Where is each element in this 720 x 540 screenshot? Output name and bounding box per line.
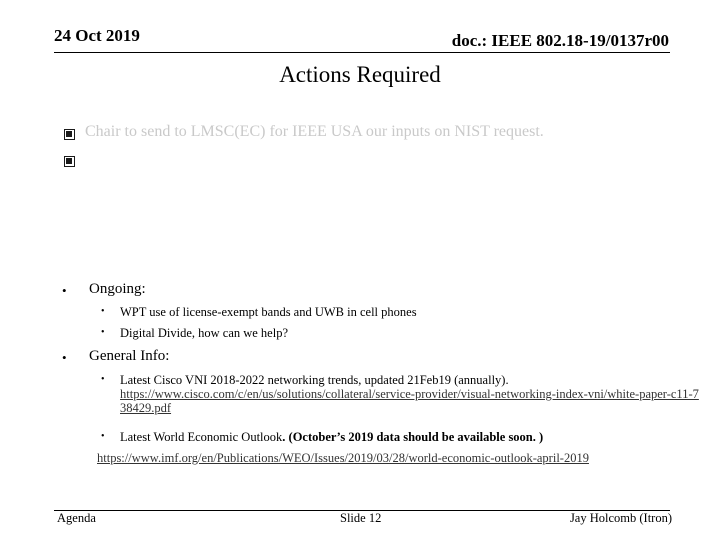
bullet-icon: • [101,306,105,317]
action-checkbox-icon [64,127,75,145]
ongoing-heading: Ongoing: [89,281,146,297]
general-item-2-text: Latest World Economic Outlook [120,430,283,444]
header-divider [54,52,670,53]
bullet-icon: • [62,350,67,365]
footer-author: Jay Holcomb (Itron) [569,511,672,525]
bullet-icon: • [101,327,105,338]
header-date: 24 Oct 2019 [54,26,140,45]
header-doc-id: doc.: IEEE 802.18-19/0137r00 [451,31,669,50]
action-checkbox-icon [64,154,75,172]
slide-title: Actions Required [279,62,441,87]
bullet-icon: • [101,431,105,442]
ongoing-item-1: WPT use of license-exempt bands and UWB in cell phones [120,305,417,319]
action-item-1: Chair to send to LMSC(EC) for IEEE USA our inputs on NIST request. [85,123,544,140]
footer-left: Agenda [57,511,96,525]
ongoing-item-2: Digital Divide, how can we help? [120,326,289,340]
general-item-1-text: Latest Cisco VNI 2018-2022 networking trends, updated 21Feb19 (annually). [120,373,509,387]
bullet-icon: • [101,374,105,385]
general-item-2-note: . (October’s 2019 data should be available soon. ) [282,430,544,444]
general-item-1 [120,373,702,415]
general-item-2 [120,430,543,444]
imf-weo-link[interactable]: https://www.imf.org/en/Publications/WEO/Issues/2019/03/28/world-economic-outlook-april-2019 [97,451,589,465]
bullet-icon: • [62,283,67,298]
general-heading: General Info: [89,348,170,364]
cisco-vni-link[interactable]: https://www.cisco.com/c/en/us/solutions/collateral/service-provider/visual-networking-index-vni/white-paper-c11-738429.pdf [120,387,699,415]
footer-slide-number: Slide 12 [340,511,382,525]
